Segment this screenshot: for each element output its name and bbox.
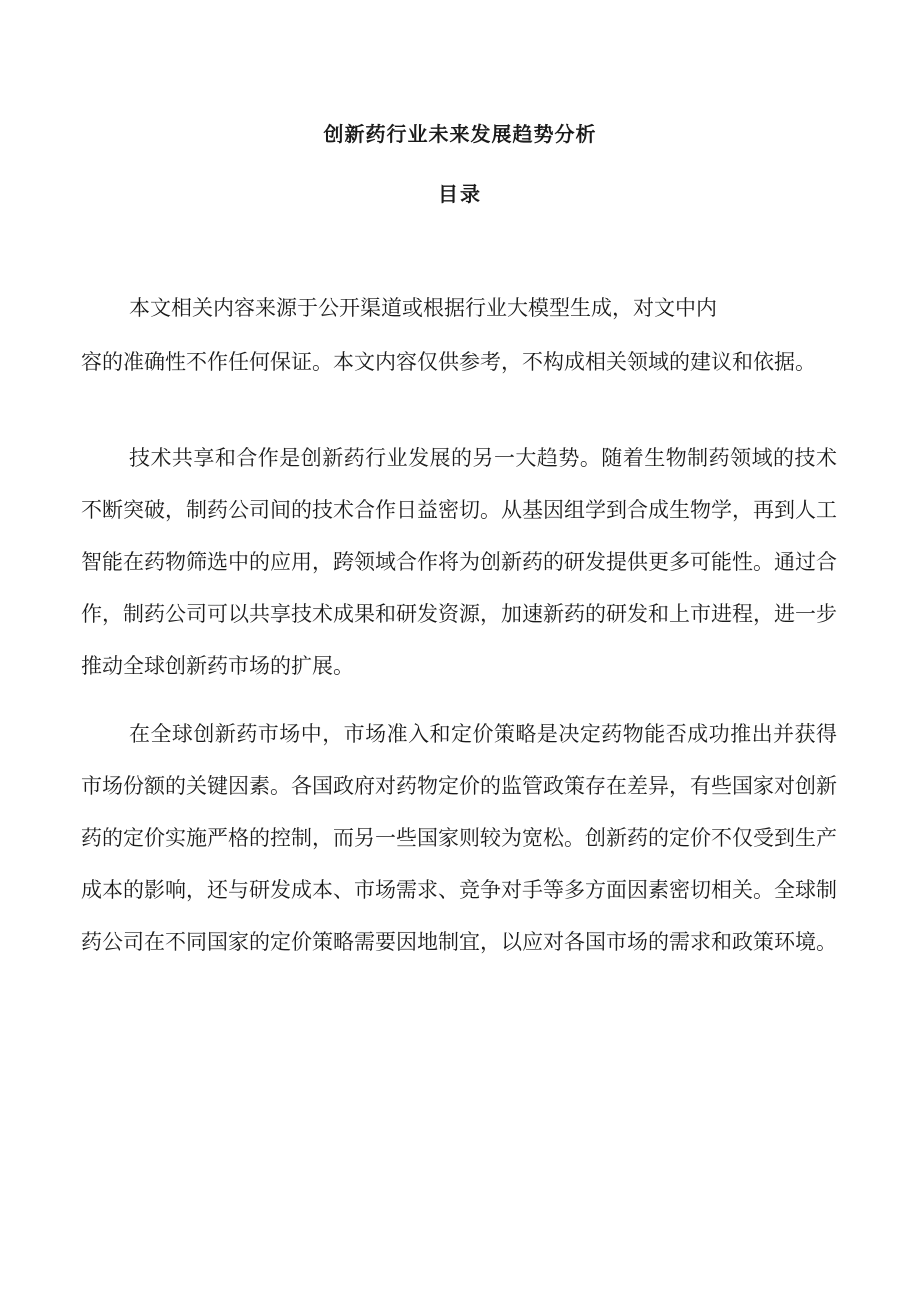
body-paragraph-technology-cooperation: 技术共享和合作是创新药行业发展的另一大趋势。随着生物制药领域的技术不断突破，制药公司间的技术合作日益密切。从基因组学到合成生物学，再到人工智能在药物筛选中的应用，跨领域合作将为创新药的研发提供更多可能性。通过合作，制药公司可以共享技术成果和研发资源，加速新药的研发和上市进程，进一步推动全球创新药市场的扩展。 (81, 446, 837, 678)
disclaimer-first-line: 本文相关内容来源于公开渠道或根据行业大模型生成，对文中内 (129, 296, 717, 320)
body-paragraph-market-pricing: 在全球创新药市场中，市场准入和定价策略是决定药物能否成功推出并获得市场份额的关键因素。各国政府对药物定价的监管政策存在差异，有些国家对创新药的定价实施严格的控制，而另一些国家则较为宽松。创新药的定价不仅受到生产成本的影响，还与研发成本、市场需求、竞争对手等多方面因素密切相关。全球制药公司在不同国家的定价策略需要因地制宜，以应对各国市场的需求和政策环境。 (81, 722, 837, 954)
toc-heading: 目录 (438, 182, 482, 206)
disclaimer-continuation: 容的准确性不作任何保证。本文内容仅供参考，不构成相关领域的建议和依据。 (81, 350, 816, 374)
document-title: 创新药行业未来发展趋势分析 (323, 122, 597, 146)
